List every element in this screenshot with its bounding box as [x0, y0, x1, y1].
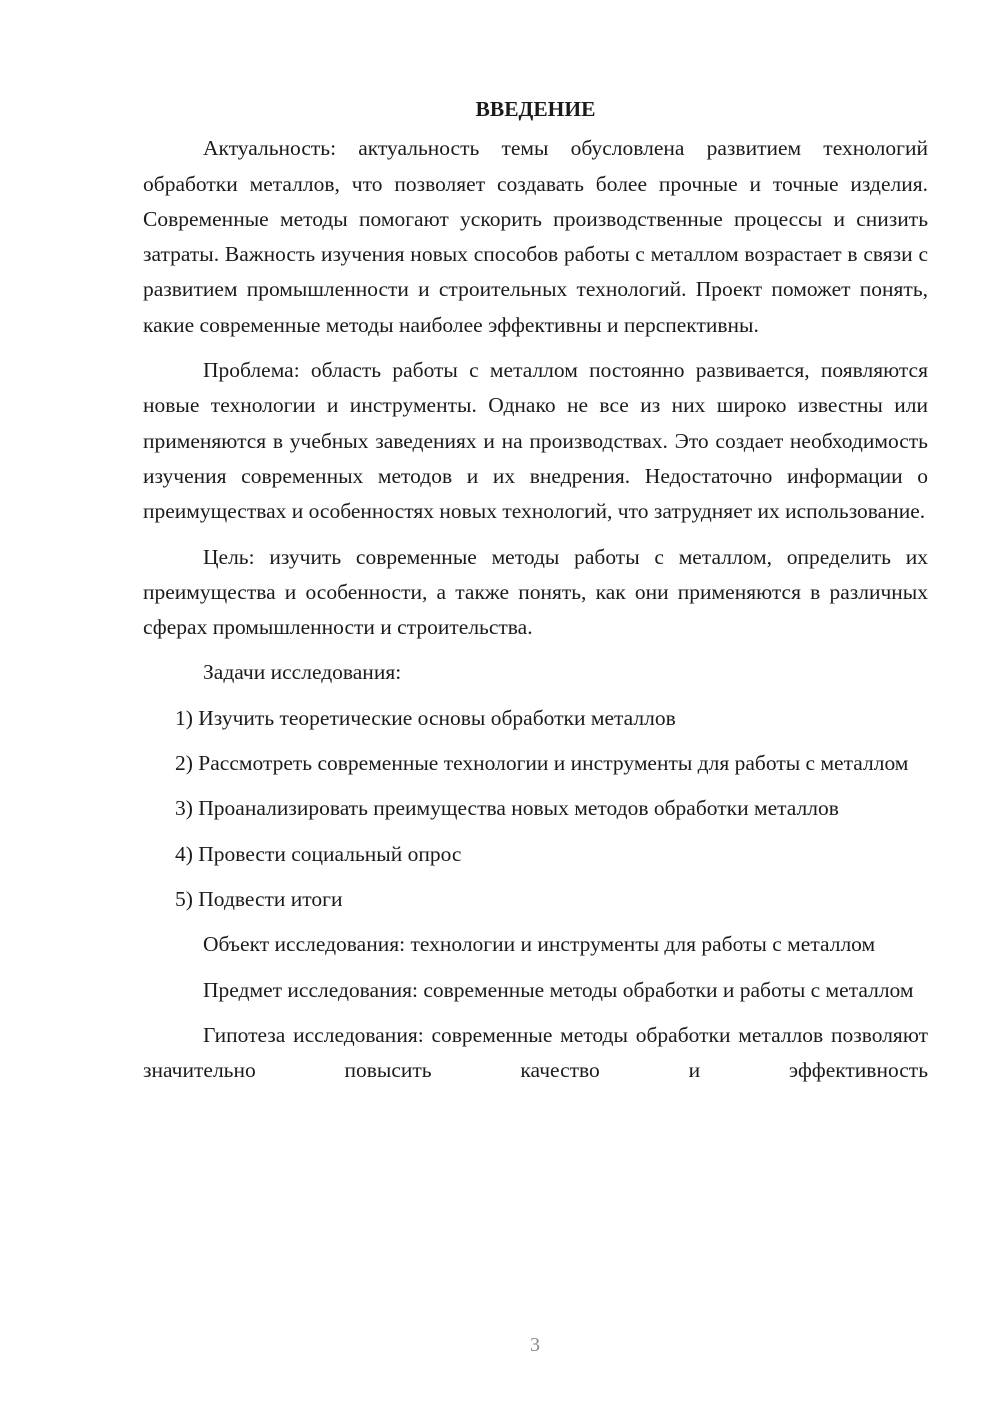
section-heading: ВВЕДЕНИЕ	[475, 97, 596, 121]
paragraph-hypothesis: Гипотеза исследования: современные методы обработки металлов позволяют значительно повысить качество и эффективность	[143, 1022, 928, 1083]
paragraph-object: Объект исследования: технологии и инструменты для работы с металлом	[203, 932, 876, 957]
paragraph-subject: Предмет исследования: современные методы обработки и работы с металлом	[203, 977, 914, 1002]
page-number: 3	[530, 1334, 540, 1356]
task-item-2: 2) Рассмотреть современные технологии и инструменты для работы с металлом	[175, 751, 909, 776]
paragraph-relevance: Актуальность: актуальность темы обусловлена развитием технологий обработки металлов, что позволяет создавать более прочные и точные изделия. Современные методы помогают ускорить производственные процессы и снизить затраты. Важность изучения новых способов работы с металлом возрастает в связи с развитием промышленности и строительных технологий. Проект поможет понять, какие современные методы наиболее эффективны и перспективны.	[143, 136, 928, 337]
paragraph-goal: Цель: изучить современные методы работы с металлом, определить их преимущества и особенности, а также понять, как они применяются в различных сферах промышленности и строительства.	[143, 544, 928, 640]
task-item-4: 4) Провести социальный опрос	[175, 841, 462, 866]
task-item-3: 3) Проанализировать преимущества новых методов обработки металлов	[175, 796, 839, 821]
document-page	[143, 92, 928, 1098]
task-item-1: 1) Изучить теоретические основы обработки металлов	[175, 705, 676, 730]
task-item-5: 5) Подвести итоги	[175, 886, 343, 911]
paragraph-tasks-heading: Задачи исследования:	[203, 660, 402, 685]
paragraph-problem: Проблема: область работы с металлом постоянно развивается, появляются новые технологии и инструменты. Однако не все из них широко известны или применяются в учебных заведениях и на производствах. Это создает необходимость изучения современных методов и их внедрения. Недостаточно информации о преимуществах и особенностях новых технологий, что затрудняет их использование.	[143, 358, 928, 524]
